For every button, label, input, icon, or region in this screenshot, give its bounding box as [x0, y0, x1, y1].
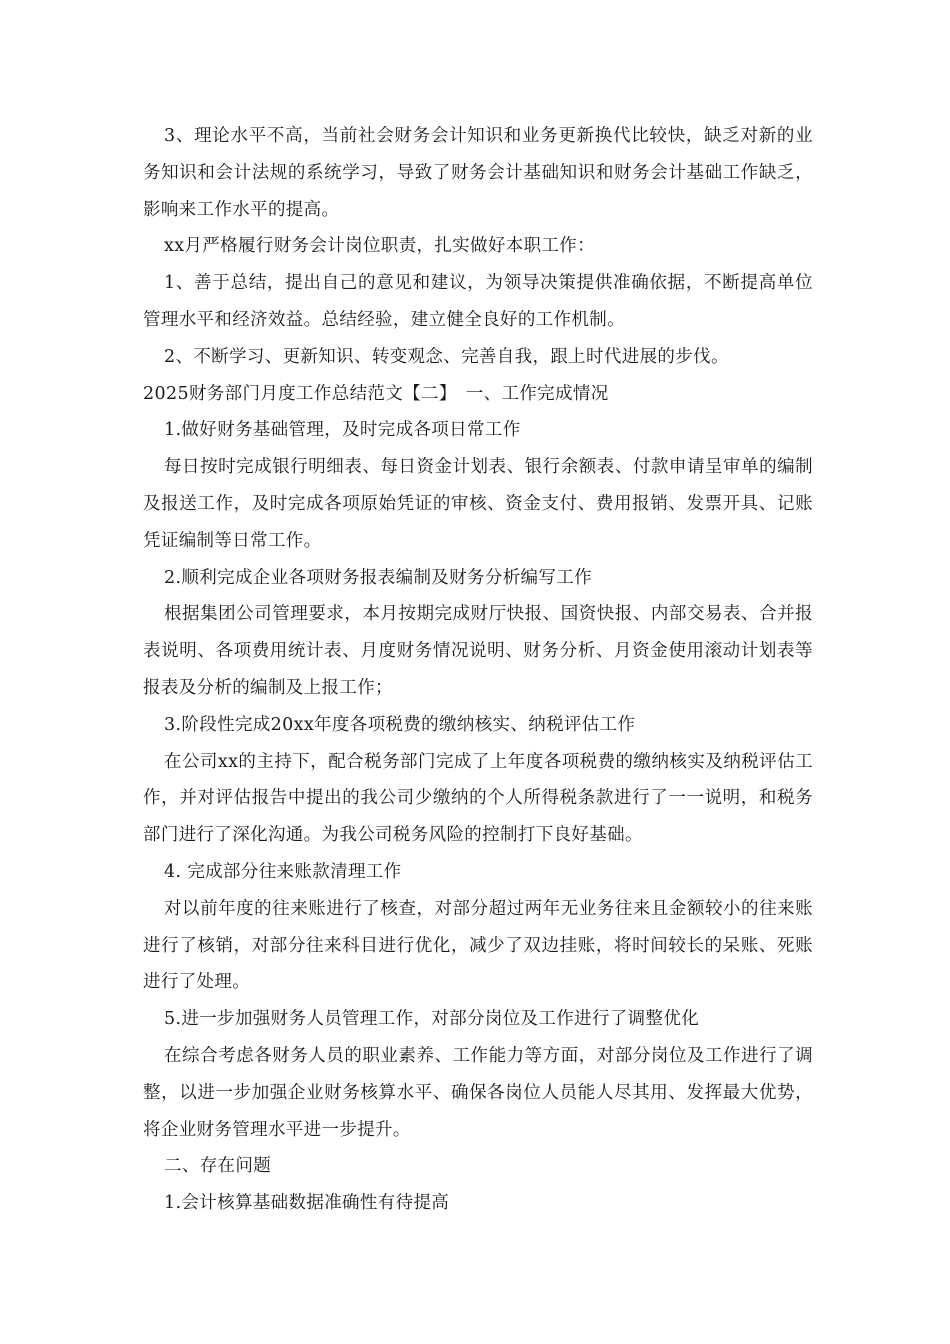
item-heading-staff-management: 5.进一步加强财务人员管理工作，对部分岗位及工作进行了调整优化: [164, 1009, 700, 1030]
section-heading-problems: 二、存在问题: [164, 1156, 272, 1177]
paragraph-staff-detail: 在综合考虑各财务人员的职业素养、工作能力等方面，对部分岗位及工作进行了调整，以进一步加强企业财务核算水平、确保各岗位人员能人尽其用、发挥最大优势，将企业财务管理水平进一步提升。: [143, 1045, 813, 1140]
item-heading-data-accuracy: 1.会计核算基础数据准确性有待提高: [164, 1193, 450, 1214]
item-heading-basic-management: 1.做好财务基础管理，及时完成各项日常工作: [164, 420, 521, 441]
item-heading-accounts-cleanup: 4. 完成部分往来账款清理工作: [164, 861, 402, 882]
paragraph-reports-detail: 根据集团公司管理要求，本月按期完成财厅快报、国资快报、内部交易表、合并报表说明、各项费用统计表、月度财务情况说明、财务分析、月资金使用滚动计划表等报表及分析的编制及上报工作；: [143, 604, 813, 698]
paragraph-daily-tasks: 每日按时完成银行明细表、每日资金计划表、银行余额表、付款申请呈审单的编制及报送工作，及时完成各项原始凭证的审核、资金支付、费用报销、发票开具、记账凭证编制等日常工作。: [143, 457, 813, 551]
section-title-part-two: 2025财务部门月度工作总结范文【二】 一、工作完成情况: [143, 383, 609, 404]
paragraph-keep-learning: 2、不断学习、更新知识、转变观念、完善自我，跟上时代进展的步伐。: [164, 346, 729, 367]
item-heading-financial-reports: 2.顺利完成企业各项财务报表编制及财务分析编写工作: [164, 567, 592, 588]
paragraph-job-duties: xx月严格履行财务会计岗位职责，扎实做好本职工作：: [164, 236, 595, 257]
item-heading-tax-verification: 3.阶段性完成20xx年度各项税费的缴纳核实、纳税评估工作: [164, 714, 636, 735]
document-page: [143, 118, 813, 1222]
paragraph-summarize: 1、善于总结，提出自己的意见和建议，为领导决策提供准确依据，不断提高单位管理水平和经济效益。总结经验，建立健全良好的工作机制。: [143, 273, 813, 330]
paragraph-tax-detail: 在公司xx的主持下，配合税务部门完成了上年度各项税费的缴纳核实及纳税评估工作，并对评估报告中提出的我公司少缴纳的个人所得税条款进行了一一说明，和税务部门进行了深化沟通。为我公司税务风险的控制打下良好基础。: [143, 751, 813, 846]
paragraph-accounts-detail: 对以前年度的往来账进行了核查，对部分超过两年无业务往来且金额较小的往来账进行了核销，对部分往来科目进行优化，减少了双边挂账，将时间较长的呆账、死账进行了处理。: [143, 898, 813, 993]
paragraph-theory-level: 3、理论水平不高，当前社会财务会计知识和业务更新换代比较快，缺乏对新的业务知识和会计法规的系统学习，导致了财务会计基础知识和财务会计基础工作缺乏，影响来工作水平的提高。: [143, 126, 813, 220]
